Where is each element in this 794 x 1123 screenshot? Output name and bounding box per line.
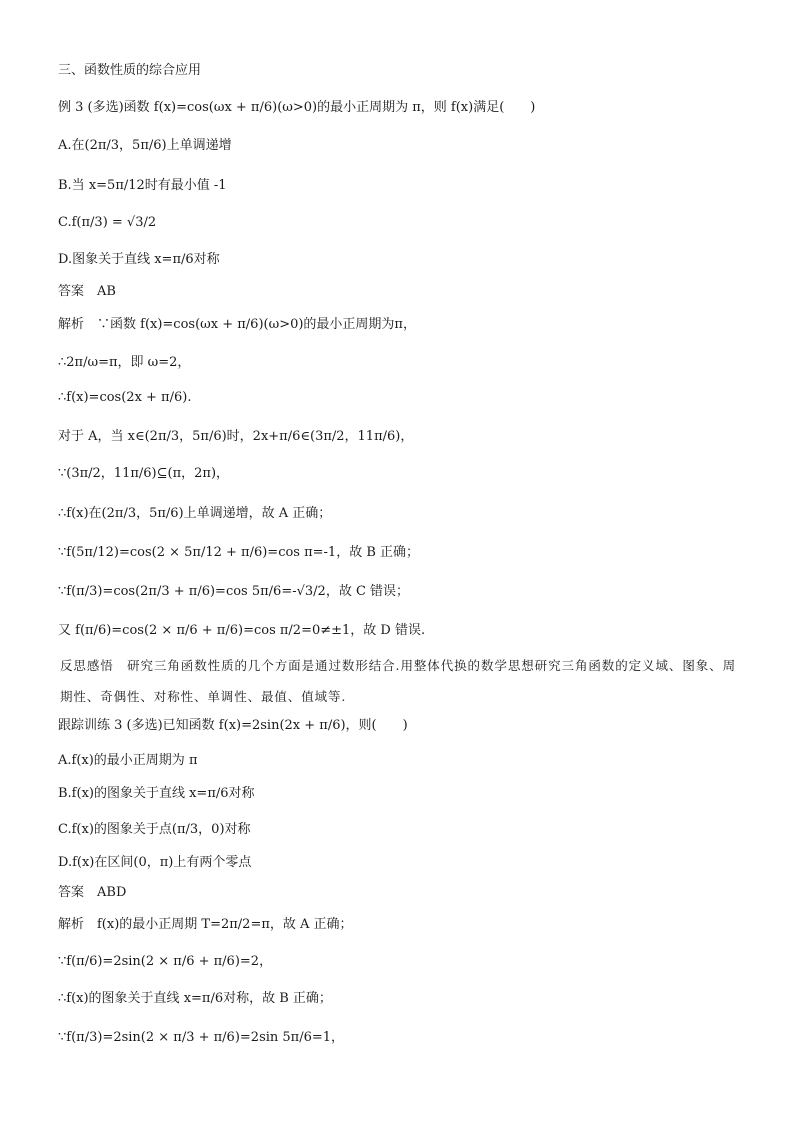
example-option-a: A.在(2π/3，5π/6)上单调递增: [58, 138, 232, 153]
example-analysis-line: ∵(3π/2，11π/6)⊆(π，2π)，: [58, 466, 230, 481]
example-analysis-line: ∴2π/ω=π，即 ω=2，: [58, 355, 191, 370]
example-option-c: C.f(π/3) = √3/2: [58, 215, 157, 230]
example-stem: 例 3 (多选)函数 f(x)=cos(ωx + π/6)(ω>0)的最小正周期为 π，则 f(x)满足( ): [58, 100, 536, 115]
example-option-d: D.图象关于直线 x=π/6对称: [58, 252, 220, 267]
example-analysis-line: ∴f(x)=cos(2x + π/6).: [58, 390, 192, 405]
example-answer: 答案 AB: [58, 284, 116, 299]
example-analysis-line: 又 f(π/6)=cos(2 × π/6 + π/6)=cos π/2=0≠±1，故 D 错误.: [58, 623, 426, 638]
training-analysis-line: 解析 f(x)的最小正周期 T=2π/2=π，故 A 正确；: [58, 917, 353, 932]
training-option-c: C.f(x)的图象关于点(π/3，0)对称: [58, 822, 251, 837]
example-option-b: B.当 x=5π/12时有最小值 -1: [58, 178, 227, 193]
training-option-b: B.f(x)的图象关于直线 x=π/6对称: [58, 786, 255, 801]
example-analysis-line: 解析 ∵函数 f(x)=cos(ωx + π/6)(ω>0)的最小正周期为π，: [58, 317, 416, 332]
training-option-a: A.f(x)的最小正周期为 π: [58, 753, 198, 768]
example-analysis-line: ∵f(5π/12)=cos(2 × 5π/12 + π/6)=cos π=-1，故 B 正确；: [58, 545, 420, 560]
example-analysis-line: 对于 A，当 x∈(2π/3，5π/6)时，2x+π/6∈(3π/2，11π/6)，: [58, 429, 414, 444]
training-analysis-line: ∴f(x)的图象关于直线 x=π/6对称，故 B 正确；: [58, 991, 332, 1006]
training-option-d: D.f(x)在区间(0，π)上有两个零点: [58, 855, 252, 870]
training-answer: 答案 ABD: [58, 885, 127, 900]
training-analysis-line: ∵f(π/6)=2sin(2 × π/6 + π/6)=2，: [58, 954, 273, 969]
example-analysis-line: ∵f(π/3)=cos(2π/3 + π/6)=cos 5π/6=-√3/2，故 C 错误；: [58, 584, 410, 599]
section-title: 三、函数性质的综合应用: [58, 63, 202, 78]
example-analysis-line: ∴f(x)在(2π/3，5π/6)上单调递增，故 A 正确；: [58, 506, 332, 521]
reflection-paragraph: 反思感悟 研究三角函数性质的几个方面是通过数形结合.用整体代换的数学思想研究三角函数的定义域、图象、周期性、奇偶性、对称性、单调性、最值、值域等.: [60, 658, 736, 704]
training-analysis-line: ∵f(π/3)=2sin(2 × π/3 + π/6)=2sin 5π/6=1，: [58, 1030, 345, 1045]
training-stem: 跟踪训练 3 (多选)已知函数 f(x)=2sin(2x + π/6)，则( ): [58, 718, 408, 733]
